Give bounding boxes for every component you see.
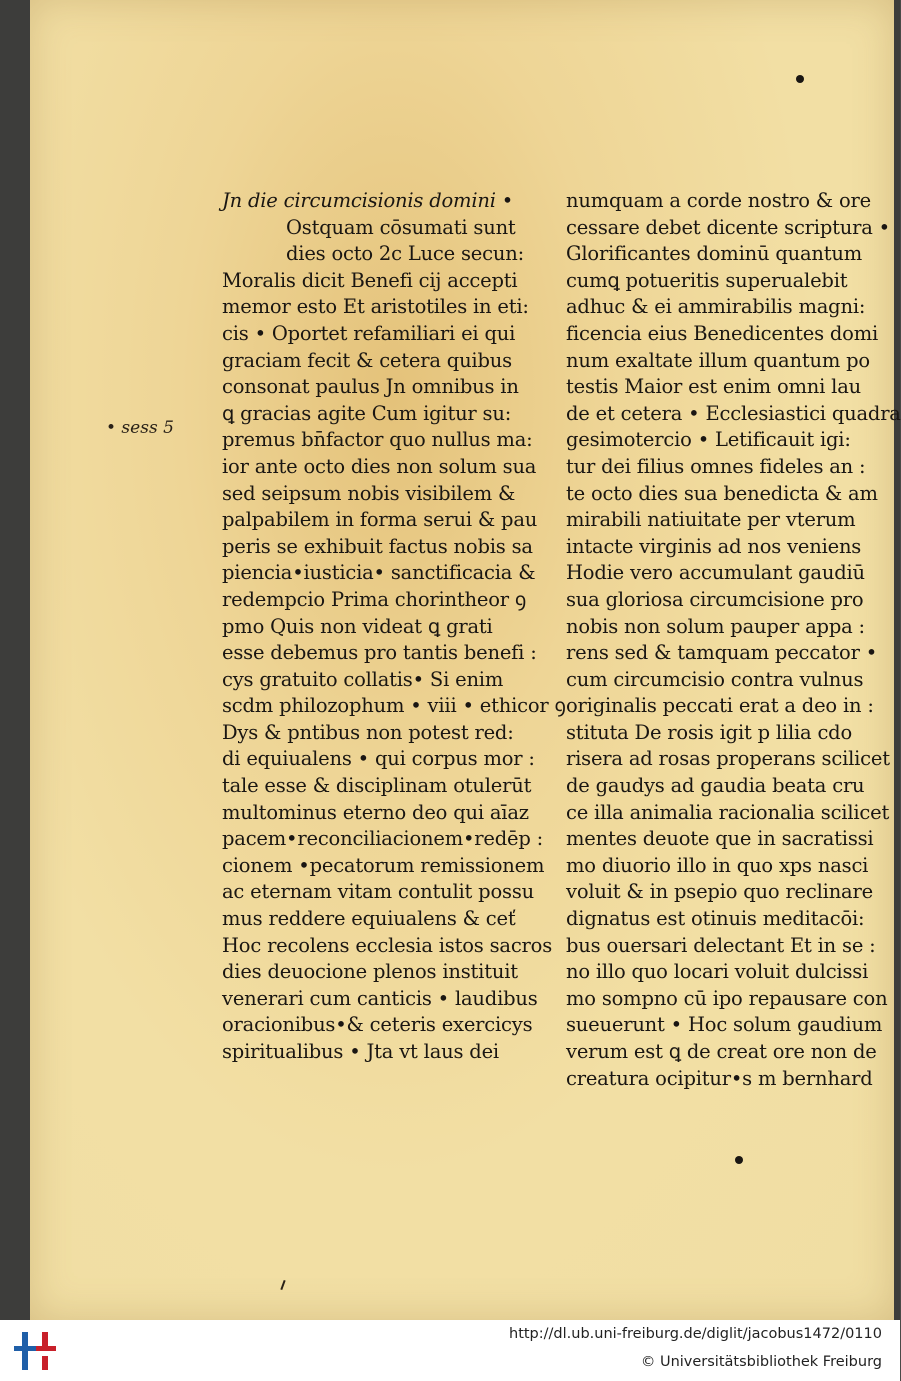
text-line: esse debemus pro tantis benefi : [222, 641, 537, 665]
text-line: Dys & pntibus non potest red: [222, 720, 514, 744]
text-line: de gaudys ad gaudia beata cru [566, 774, 865, 798]
ink-dot [735, 1156, 743, 1164]
text-line: bus ouersari delectant Et in se : [566, 933, 876, 957]
text-line: scdm philozophum • viii • ethicor ꝯ [222, 694, 566, 718]
text-line: cessare debet dicente scriptura • [566, 215, 890, 239]
text-line: Hoc recolens ecclesia istos sacros [222, 933, 553, 957]
text-line: te octo dies sua benedicta & am [566, 481, 878, 505]
text-line: sueuerunt • Hoc solum gaudium [566, 1013, 883, 1037]
text-line: ficencia eius Benedicentes domi [566, 321, 879, 345]
text-line: venerari cum canticis • laudibus [222, 986, 538, 1010]
text-line: pacem•reconciliacionem•redēp : [222, 827, 544, 851]
text-line: rens sed & tamquam peccator • [566, 641, 878, 665]
text-line: di equiualens • qui corpus mor : [222, 747, 535, 771]
text-line: stituta De rosis igit p lilia cdo [566, 720, 853, 744]
text-line: dies deuocione plenos instituit [222, 960, 518, 984]
text-line: mus reddere equiualens & ceť [222, 907, 516, 931]
text-line: tale esse & disciplinam otulerūt [222, 774, 532, 798]
ink-dot [796, 75, 804, 83]
text-line: premus bn̄factor quo nullus ma: [222, 428, 533, 452]
text-line: Moralis dicit Benefi cij accepti [222, 268, 518, 292]
text-line: sed seipsum nobis visibilem & [222, 481, 516, 505]
text-line: mo sompno cū ipo repausare con [566, 986, 888, 1010]
text-line: ꝗ gracias agite Cum igitur su: [222, 401, 512, 425]
text-line: adhuc & ei ammirabilis magni: [566, 295, 866, 319]
text-line: ior ante octo dies non solum sua [222, 454, 537, 478]
text-line: num exaltate illum quantum po [566, 348, 870, 372]
text-line: risera ad rosas properans scilicet [566, 747, 890, 771]
text-line: testis Maior est enim omni lau [566, 375, 862, 399]
text-line: sua gloriosa circumcisione pro [566, 587, 864, 611]
text-line: Hodie vero accumulant gaudiū [566, 561, 865, 585]
text-line: dies octo 2c Luce secun: [286, 242, 524, 266]
text-line: oracionibus•& ceteris exercicys [222, 1013, 533, 1037]
text-line: palpabilem in forma serui & pau [222, 508, 538, 532]
text-line: ac eternam vitam contulit possu [222, 880, 534, 904]
text-line: mentes deuote que in sacratissi [566, 827, 874, 851]
text-line: graciam fecit & cetera quibus [222, 348, 512, 372]
permalink-url[interactable]: http://dl.ub.uni-freiburg.de/diglit/jacobus1472/0110 [509, 1326, 882, 1342]
text-line: verum est ꝗ de creat ore non de [566, 1040, 877, 1063]
text-line: creatura ocipitur•s m bernhard [566, 1066, 873, 1090]
text-line: peris se exhibuit factus nobis sa [222, 534, 533, 558]
text-line: cum circumcisio contra vulnus [566, 667, 864, 691]
margin-annotation: • sess 5 [106, 418, 174, 438]
text-line: consonat paulus Jn omnibus in [222, 375, 519, 399]
text-line: Ostquam cōsumati sunt [286, 215, 516, 239]
copyright-notice: © Universitätsbibliothek Freiburg [640, 1354, 882, 1370]
text-line: nobis non solum pauper appa : [566, 614, 865, 638]
text-line: piencia•iusticia• sanctificacia & [222, 561, 536, 585]
text-line: no illo quo locari voluit dulcissi [566, 960, 869, 984]
chapter-heading: Jn die circumcisionis domini • [222, 189, 514, 212]
text-line: voluit & in psepio quo reclinare [566, 880, 873, 904]
text-line: ce illa animalia racionalia scilicet [566, 800, 890, 824]
text-line: redempcio Prima chorintheor ꝯ [222, 587, 527, 611]
text-line: cis • Oportet refamiliari ei qui [222, 321, 516, 345]
text-line: cys gratuito collatis• Si enim [222, 667, 504, 691]
text-line: spiritualibus • Jta vt laus dei [222, 1040, 499, 1063]
text-line: intacte virginis ad nos veniens [566, 534, 862, 558]
text-line: mo diuorio illo in quo xps nasci [566, 853, 869, 877]
text-line: memor esto Et aristotiles in eti: [222, 295, 529, 319]
text-line: dignatus est otinuis meditacōi: [566, 907, 865, 931]
text-column-left [222, 188, 566, 1066]
text-line: cumꝗ potueritis superualebit [566, 268, 848, 292]
text-line: cionem •pecatorum remissionem [222, 853, 545, 877]
text-line: numquam a corde nostro & ore [566, 189, 871, 212]
text-line: Glorificantes dominū quantum [566, 242, 863, 266]
text-column-right [566, 188, 901, 1092]
library-logo [14, 1328, 58, 1374]
text-line: originalis peccati erat a deo in : [566, 694, 874, 718]
text-line: tur dei filius omnes fideles an : [566, 454, 866, 478]
text-line: gesimotercio • Letificauit igi: [566, 428, 851, 452]
text-line: multominus eterno deo qui aīaz [222, 800, 529, 824]
text-line: de et cetera • Ecclesiastici quadra [566, 401, 901, 425]
text-line: pmo Quis non videat ꝗ grati [222, 614, 493, 638]
text-line: mirabili natiuitate per vterum [566, 508, 856, 532]
viewer-footer [0, 1320, 900, 1381]
